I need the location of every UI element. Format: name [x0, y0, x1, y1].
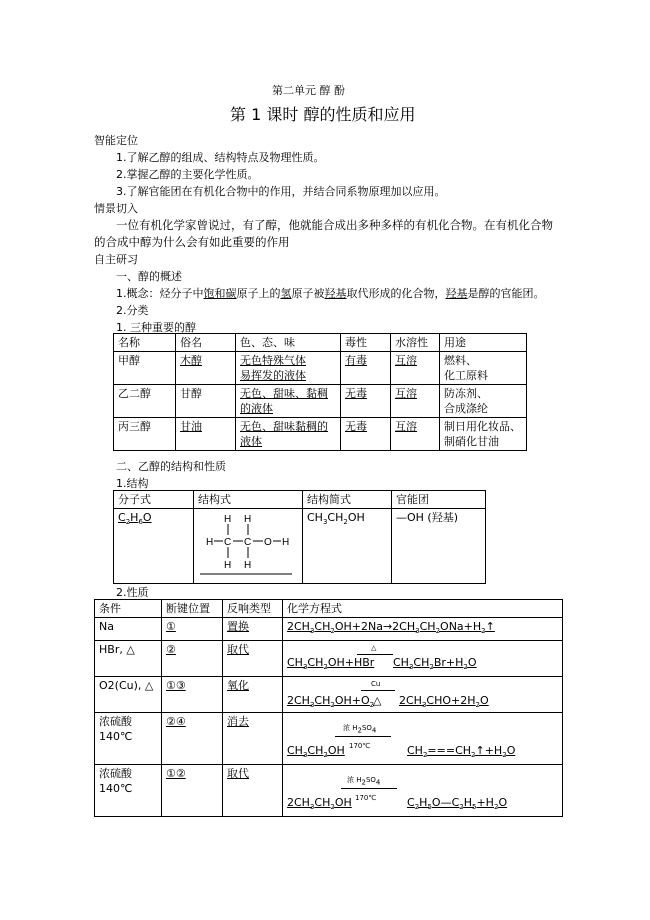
header-cell: 水溶性 — [391, 334, 440, 352]
header-cell: 结构式 — [194, 491, 303, 509]
atom-h: H — [244, 514, 252, 525]
atom-h: H — [224, 560, 232, 571]
header-cell: 分子式 — [114, 491, 194, 509]
structure-heading: 1.结构 — [116, 477, 149, 490]
equation: $2CH_3CH_2OH+2Na\to 2CH_3CH_2ONa+H_2↑$ — [287, 620, 495, 636]
cell: 氧化 — [227, 679, 249, 693]
cell: 乙二醇 — [114, 385, 176, 418]
cell: 燃料、 — [444, 354, 477, 367]
cell: 无色、甜味、黏稠 — [240, 387, 328, 400]
table-row — [95, 713, 563, 765]
cell: 制硝化甘油 — [444, 435, 499, 448]
reactions-table — [94, 599, 563, 817]
equation: Cu $2CH_3CH_2OH+O_2$ △ $2CH_3CHO+2H_2O$ — [283, 677, 563, 713]
header-cell: 结构简式 — [303, 491, 392, 509]
table-row — [95, 641, 563, 677]
structural-formula — [194, 509, 303, 584]
table-row — [114, 352, 527, 385]
goals-heading: 智能定位 — [94, 134, 138, 147]
cell: 互溶 — [395, 354, 417, 367]
atom-h: H — [224, 514, 232, 525]
cell: 浓硫酸 — [99, 767, 132, 781]
alcohol-table — [113, 333, 527, 451]
header-cell: 俗名 — [176, 334, 236, 352]
ethanol-structure-diagram — [198, 510, 298, 578]
page-title: 第 1 课时 醇的性质和应用 — [230, 105, 416, 124]
structure-table — [113, 490, 486, 584]
cell: 甘醇 — [176, 385, 236, 418]
table-row — [95, 677, 563, 713]
cell: 甲醇 — [114, 352, 176, 385]
simple-formula: $CH_3CH_2OH$ — [303, 509, 392, 584]
cell: 的液体 — [240, 402, 273, 415]
molecular-formula: $C_2H_6O$ — [118, 511, 152, 527]
atom-h: H — [206, 537, 214, 548]
cell: Na — [95, 618, 162, 641]
cell: 无毒 — [345, 387, 367, 400]
header-cell: 用途 — [440, 334, 527, 352]
intro-line: 一位有机化学家曾说过，有了醇，他就能合成出多种多样的有机化合物。在有机化合物 — [116, 218, 553, 232]
cell: 互溶 — [395, 387, 417, 400]
cell: ① — [166, 620, 176, 633]
functional-group: —OH (羟基) — [392, 509, 486, 584]
equation: 浓 $H_2SO_4$ $CH_3CH_2OH$ 170℃ $CH_2===CH_2↑+H_2O$ — [283, 713, 563, 765]
cell: 木醇 — [180, 354, 202, 367]
reaction-arrow — [341, 788, 397, 789]
cell: 取代 — [227, 767, 249, 781]
cell: 合成涤纶 — [444, 402, 488, 415]
reaction-arrow — [357, 654, 393, 655]
table-row — [95, 765, 563, 817]
goal-item: 2.掌握乙醇的主要化学性质。 — [116, 168, 259, 181]
cell: 140℃ — [99, 730, 133, 744]
cell: ② — [166, 643, 176, 657]
atom-h: H — [282, 537, 290, 548]
unit-title: 第二单元 醇 酚 — [272, 84, 345, 97]
cell: 制日用化妆品、 — [444, 420, 521, 433]
intro-heading: 情景切入 — [94, 202, 138, 215]
cell: 甘油 — [180, 420, 202, 433]
header-cell: 色、态、味 — [236, 334, 341, 352]
study-heading: 自主研习 — [94, 253, 138, 266]
atom-h: H — [244, 560, 252, 571]
header-cell: 毒性 — [341, 334, 391, 352]
equation: △ $CH_3CH_2OH+HBr$ $CH_3CH_2Br+H_2O$ — [283, 641, 563, 677]
reaction-arrow — [335, 736, 391, 737]
concept-text: 1.概念：烃分子中饱和碳原子上的氢原子被羟基取代形成的化合物，羟基是醇的官能团。 — [116, 287, 545, 300]
header-cell: 化学方程式 — [283, 600, 563, 618]
cell: 消去 — [227, 715, 249, 729]
cell: ①② — [166, 767, 186, 781]
cell: 丙三醇 — [114, 418, 176, 451]
section-heading: 一、醇的概述 — [116, 270, 182, 283]
header-cell: 反响类型 — [223, 600, 283, 618]
atom-c: C — [224, 537, 232, 548]
cell: 防冻剂、 — [444, 387, 488, 400]
cell: ①③ — [166, 679, 186, 693]
property-heading: 2.性质 — [116, 586, 149, 599]
atom-o: O — [264, 537, 272, 548]
cell: O2(Cu), △ — [95, 677, 162, 713]
cell: 有毒 — [345, 354, 367, 367]
cell: 无毒 — [345, 420, 367, 433]
cell: 取代 — [227, 643, 249, 657]
cell: ②④ — [166, 715, 186, 729]
section-heading: 二、乙醇的结构和性质 — [116, 460, 226, 473]
reaction-arrow — [361, 690, 395, 691]
equation: 浓 $H_2SO_4$ $2CH_3CH_2OH$ 170℃ $C_2H_5O—C_2H_5+H_2O$ — [283, 765, 563, 817]
table-row — [114, 385, 527, 418]
cell: 易挥发的液体 — [240, 369, 306, 382]
cell: 140℃ — [99, 782, 133, 796]
cell: 液体 — [240, 435, 262, 448]
table-row — [95, 618, 563, 641]
class-heading: 2.分类 — [116, 304, 149, 317]
table-row — [114, 418, 527, 451]
goal-item: 3.了解官能团在有机化合物中的作用，并结合同系物原理加以应用。 — [116, 185, 446, 198]
header-cell: 名称 — [114, 334, 176, 352]
cell: 无色特殊气体 — [240, 354, 306, 367]
cell: 置换 — [227, 620, 249, 633]
subheading: 1. 三种重要的醇 — [116, 321, 196, 334]
header-cell: 条件 — [95, 600, 162, 618]
header-cell: 断键位置 — [162, 600, 223, 618]
cell: 化工原料 — [444, 369, 488, 382]
cell: 浓硫酸 — [99, 715, 132, 729]
cell: 无色、甜味黏稠的 — [240, 420, 328, 433]
header-cell: 官能团 — [392, 491, 486, 509]
goal-item: 1.了解乙醇的组成、结构特点及物理性质。 — [116, 151, 325, 164]
atom-c: C — [244, 537, 252, 548]
cell: HBr, △ — [95, 641, 162, 677]
cell: 互溶 — [395, 420, 417, 433]
intro-line: 的合成中醇为什么会有如此重要的作用 — [94, 235, 290, 249]
